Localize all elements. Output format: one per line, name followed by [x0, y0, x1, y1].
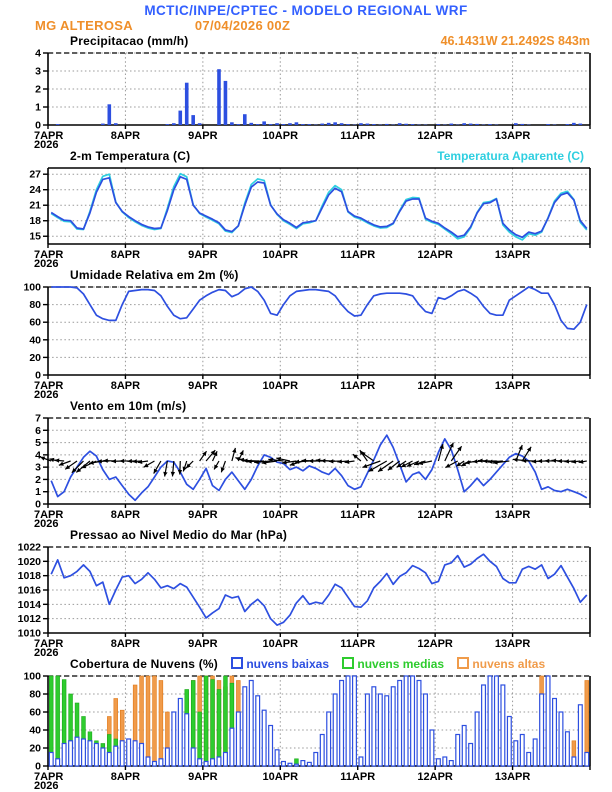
run-datetime: 07/04/2026 00Z	[194, 18, 291, 33]
svg-text:11APR: 11APR	[340, 638, 376, 650]
svg-text:100: 100	[23, 672, 41, 683]
svg-text:9APR: 9APR	[188, 130, 218, 142]
pressure-title: Pressao ao Nivel Medio do Mar (hPa)	[70, 528, 288, 542]
svg-text:80: 80	[29, 299, 41, 312]
svg-text:8APR: 8APR	[110, 509, 141, 521]
svg-text:4: 4	[35, 449, 41, 462]
svg-text:13APR: 13APR	[494, 130, 531, 142]
svg-text:20: 20	[29, 351, 41, 364]
location-coordinates: 46.1431W 21.2492S 843m	[440, 34, 590, 48]
nuvens-baixas-swatch-icon	[231, 657, 243, 669]
svg-text:9APR: 9APR	[188, 771, 218, 783]
svg-text:2026: 2026	[34, 139, 59, 149]
report-title: MCTIC/INPE/CPTEC - MODELO REGIONAL WRF	[144, 3, 468, 18]
svg-text:13APR: 13APR	[494, 509, 531, 521]
cloud-cover-chart	[0, 672, 612, 790]
svg-text:2026: 2026	[34, 389, 59, 399]
svg-text:40: 40	[29, 724, 41, 737]
svg-text:1: 1	[35, 101, 41, 114]
svg-text:1010: 1010	[17, 627, 41, 640]
svg-text:6: 6	[35, 424, 41, 437]
legend-item-nuvens-baixas	[231, 657, 329, 671]
svg-text:27: 27	[29, 168, 41, 181]
temp-title: 2-m Temperatura (C)	[70, 149, 191, 163]
svg-text:12APR: 12APR	[417, 249, 453, 261]
temperature-chart	[0, 164, 612, 268]
svg-text:60: 60	[29, 706, 41, 719]
svg-text:13APR: 13APR	[494, 380, 531, 392]
svg-text:13APR: 13APR	[494, 771, 531, 783]
svg-text:2: 2	[35, 473, 41, 486]
nuvens-medias-swatch-icon	[342, 657, 354, 669]
svg-text:1018: 1018	[17, 570, 41, 583]
svg-text:12APR: 12APR	[417, 638, 453, 650]
svg-text:2026: 2026	[34, 647, 59, 657]
svg-text:2: 2	[35, 83, 41, 96]
svg-text:7: 7	[35, 414, 41, 425]
svg-text:12APR: 12APR	[417, 771, 453, 783]
svg-text:9APR: 9APR	[188, 509, 218, 521]
svg-text:80: 80	[29, 688, 41, 701]
station-name: MG ALTEROSA	[35, 18, 133, 33]
wind-title: Vento em 10m (m/s)	[70, 399, 187, 413]
svg-text:11APR: 11APR	[340, 509, 376, 521]
svg-text:1012: 1012	[17, 613, 41, 626]
svg-text:10APR: 10APR	[262, 509, 299, 521]
cloud-legend	[221, 657, 545, 671]
svg-text:7APR: 7APR	[34, 771, 64, 783]
svg-text:18: 18	[29, 215, 41, 228]
svg-text:7APR: 7APR	[34, 380, 64, 392]
svg-text:12APR: 12APR	[417, 509, 453, 521]
legend-item-nuvens-medias	[342, 657, 444, 671]
precip-title: Precipitacao (mm/h)	[70, 34, 189, 48]
svg-text:8APR: 8APR	[110, 249, 141, 261]
temp-title-row	[0, 149, 612, 164]
svg-text:7APR: 7APR	[34, 249, 64, 261]
svg-text:40: 40	[29, 334, 41, 347]
svg-text:3: 3	[35, 65, 41, 78]
svg-text:8APR: 8APR	[110, 638, 141, 650]
nuvens-altas-label: nuvens altas	[472, 657, 546, 671]
pressure-title-row	[0, 528, 612, 543]
svg-text:0: 0	[35, 119, 41, 132]
svg-text:10APR: 10APR	[262, 638, 299, 650]
svg-text:4: 4	[35, 49, 41, 60]
precip-title-row	[0, 34, 612, 49]
svg-text:20: 20	[29, 742, 41, 755]
svg-text:1016: 1016	[17, 584, 41, 597]
svg-text:12APR: 12APR	[417, 380, 453, 392]
wind-chart	[0, 414, 612, 528]
svg-text:3: 3	[35, 461, 41, 474]
cloud-title: Cobertura de Nuvens (%)	[70, 657, 218, 671]
svg-text:7APR: 7APR	[34, 638, 64, 650]
svg-text:8APR: 8APR	[110, 130, 141, 142]
svg-text:24: 24	[29, 184, 41, 197]
svg-text:11APR: 11APR	[340, 380, 376, 392]
svg-text:60: 60	[29, 316, 41, 329]
svg-text:13APR: 13APR	[494, 638, 531, 650]
report-subtitle	[0, 18, 612, 34]
svg-text:11APR: 11APR	[340, 130, 376, 142]
apparent-temp-legend: Temperatura Aparente (C)	[437, 149, 584, 163]
precipitation-chart	[0, 49, 612, 149]
rh-title: Umidade Relativa em 2m (%)	[70, 268, 239, 282]
svg-text:0: 0	[35, 369, 41, 382]
svg-text:11APR: 11APR	[340, 249, 376, 261]
nuvens-medias-label: nuvens medias	[357, 657, 445, 671]
svg-text:10APR: 10APR	[262, 130, 299, 142]
rh-title-row	[0, 268, 612, 283]
svg-text:0: 0	[35, 498, 41, 511]
nuvens-altas-swatch-icon	[457, 657, 469, 669]
svg-text:2026: 2026	[34, 518, 59, 528]
svg-text:12APR: 12APR	[417, 130, 453, 142]
svg-text:9APR: 9APR	[188, 380, 218, 392]
svg-text:8APR: 8APR	[110, 380, 141, 392]
svg-text:9APR: 9APR	[188, 249, 218, 261]
svg-text:10APR: 10APR	[262, 380, 299, 392]
cloud-title-row	[0, 657, 612, 672]
svg-text:10APR: 10APR	[262, 249, 299, 261]
nuvens-baixas-label: nuvens baixas	[246, 657, 330, 671]
svg-text:1020: 1020	[17, 555, 41, 568]
svg-text:21: 21	[29, 199, 41, 212]
svg-text:11APR: 11APR	[340, 771, 376, 783]
svg-text:1022: 1022	[17, 543, 41, 554]
svg-text:10APR: 10APR	[262, 771, 299, 783]
svg-text:5: 5	[35, 437, 41, 450]
svg-text:0: 0	[35, 760, 41, 773]
svg-text:1014: 1014	[17, 598, 41, 611]
svg-text:13APR: 13APR	[494, 249, 531, 261]
svg-text:100: 100	[23, 283, 41, 294]
svg-text:8APR: 8APR	[110, 771, 141, 783]
svg-text:7APR: 7APR	[34, 509, 64, 521]
svg-text:15: 15	[29, 230, 41, 243]
svg-text:2026: 2026	[34, 258, 59, 268]
pressure-chart	[0, 543, 612, 657]
wind-title-row	[0, 399, 612, 414]
svg-text:9APR: 9APR	[188, 638, 218, 650]
legend-item-nuvens-altas	[457, 657, 545, 671]
svg-text:2026: 2026	[34, 780, 59, 790]
humidity-chart	[0, 283, 612, 399]
svg-text:7APR: 7APR	[34, 130, 64, 142]
svg-text:1: 1	[35, 486, 41, 499]
